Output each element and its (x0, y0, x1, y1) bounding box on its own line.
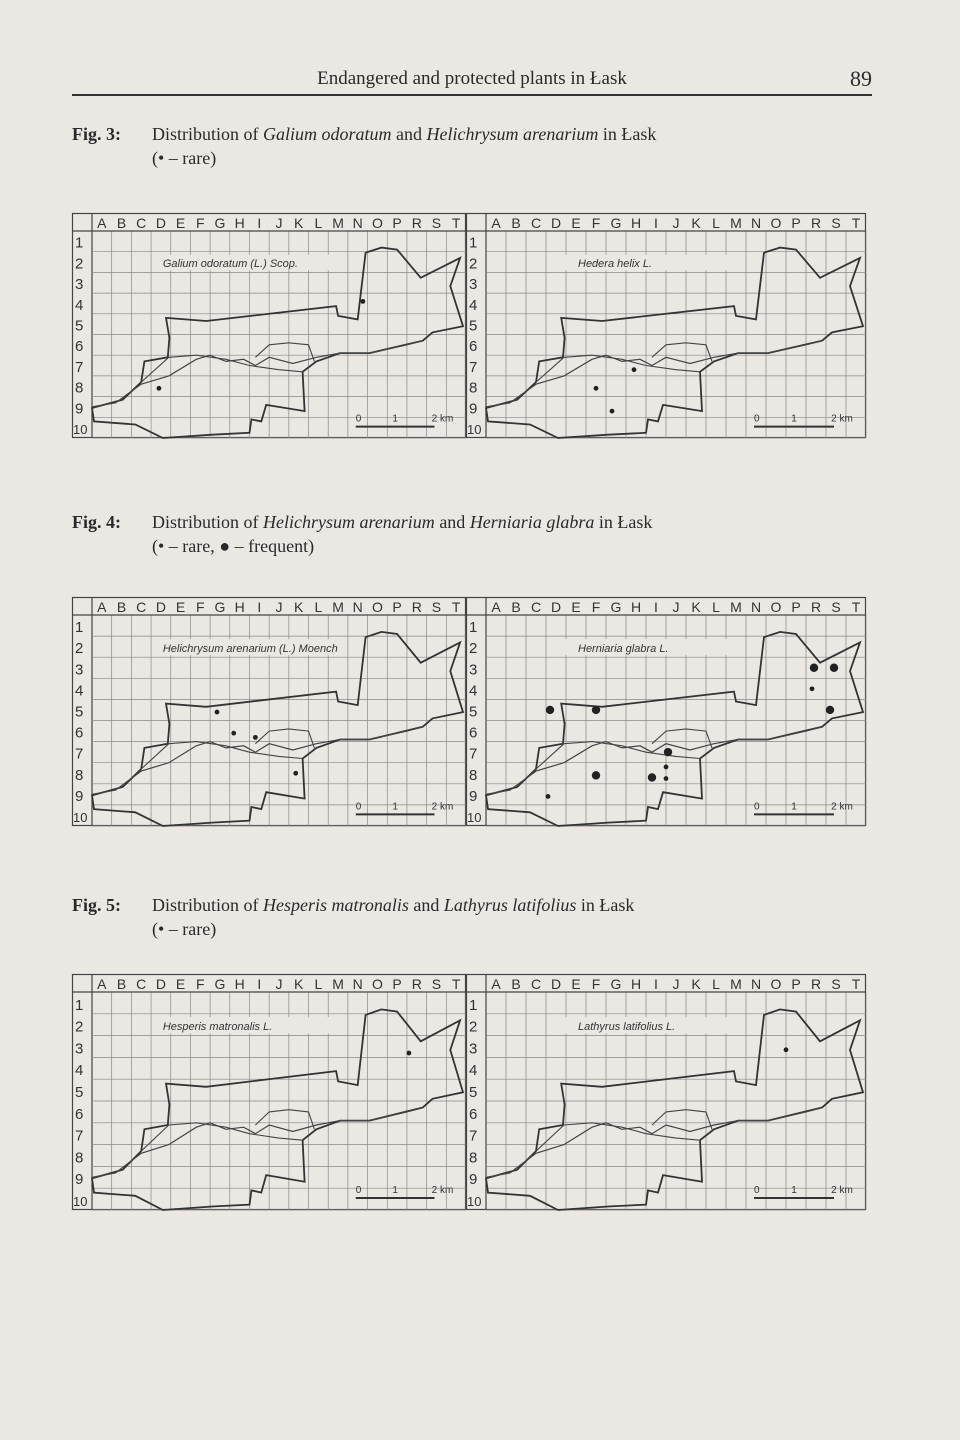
column-label: M (332, 215, 344, 231)
column-label: R (810, 976, 822, 992)
caption-text: in Łask (576, 895, 635, 915)
row-label: 10 (467, 422, 482, 437)
column-label: E (571, 599, 581, 615)
scale-label: 0 (355, 413, 362, 425)
column-label: T (851, 599, 861, 615)
distribution-map (466, 597, 866, 826)
row-label: 2 (469, 255, 478, 273)
column-label: G (214, 599, 226, 615)
column-label: S (431, 976, 442, 992)
column-label: O (770, 215, 782, 231)
distribution-map (72, 974, 466, 1210)
legend: (• – rare) (152, 919, 217, 939)
column-label: G (214, 976, 226, 992)
scale-label: 0 (754, 801, 760, 813)
map-species-title: Herniaria glabra L. (578, 642, 669, 655)
column-label: B (511, 599, 521, 615)
scale-label: 0 (754, 413, 760, 425)
map-species-title: Helichrysum arenarium (L.) Moench (162, 642, 338, 655)
row-label: 7 (75, 1127, 84, 1145)
species-name: Galium odoratum (263, 124, 392, 144)
scale-label: 2 km (431, 1185, 454, 1197)
column-label: L (712, 599, 720, 615)
column-label: C (530, 599, 542, 615)
column-label: N (750, 599, 762, 615)
row-label: 1 (75, 996, 84, 1014)
town-boundary (486, 632, 863, 826)
column-label: T (451, 976, 461, 992)
column-label: H (234, 976, 245, 992)
column-label: J (672, 976, 680, 992)
rare-occurrence-dot (253, 735, 258, 740)
rare-occurrence-dot (664, 765, 669, 770)
row-label: 5 (469, 703, 478, 721)
column-label: O (371, 976, 383, 992)
page-number: 89 (850, 66, 872, 91)
rare-occurrence-dot (407, 1051, 412, 1056)
row-label: 2 (75, 640, 84, 658)
column-label: F (591, 215, 601, 231)
row-label: 7 (469, 745, 478, 763)
column-label: P (392, 976, 402, 992)
rare-occurrence-dot (610, 409, 615, 414)
row-label: 7 (75, 745, 84, 763)
column-label: C (136, 976, 147, 992)
distribution-map (466, 213, 866, 438)
inner-boundary (255, 1110, 314, 1130)
column-label: T (851, 976, 861, 992)
scale-label: 0 (355, 1185, 362, 1197)
row-label: 10 (73, 422, 88, 437)
column-label: R (411, 976, 422, 992)
column-label: G (610, 976, 622, 992)
caption-text: Distribution of (152, 124, 263, 144)
town-boundary (486, 1009, 863, 1210)
row-label: 4 (469, 1062, 478, 1080)
row-label: 8 (469, 766, 478, 784)
column-label: S (431, 215, 442, 231)
rare-occurrence-dot (784, 1047, 789, 1052)
scale-label: 1 (791, 1185, 797, 1197)
column-label: B (116, 976, 127, 992)
inner-boundary (652, 343, 712, 362)
column-label: D (550, 599, 562, 615)
column-label: D (550, 215, 562, 231)
column-label: F (591, 976, 601, 992)
row-label: 2 (469, 640, 478, 658)
column-label: O (770, 599, 782, 615)
scale-label: 0 (754, 1185, 760, 1197)
column-label: L (314, 215, 323, 231)
map-species-title: Lathyrus latifolius L. (578, 1021, 676, 1034)
frequent-occurrence-dot (830, 664, 838, 672)
column-label: J (275, 976, 283, 992)
caption-text: in Łask (594, 512, 653, 532)
row-label: 6 (75, 1105, 84, 1123)
row-label: 4 (469, 682, 478, 700)
row-label: 10 (73, 810, 88, 825)
running-head (72, 66, 872, 96)
column-label: N (352, 599, 363, 615)
column-label: F (591, 599, 601, 615)
column-label: I (257, 599, 262, 615)
column-label: L (314, 599, 323, 615)
row-label: 1 (469, 996, 478, 1014)
row-label: 2 (75, 1018, 84, 1036)
column-label: A (97, 599, 107, 615)
figure-label: Fig. 5: (72, 895, 121, 915)
column-label: I (654, 976, 658, 992)
inner-boundary (652, 729, 712, 748)
row-label: 5 (75, 703, 84, 721)
column-label: H (630, 976, 642, 992)
distribution-map (72, 213, 466, 438)
row-label: 4 (75, 682, 84, 700)
caption-text: and (391, 124, 427, 144)
column-label: I (257, 215, 262, 231)
column-label: P (791, 599, 801, 615)
figure-4-caption (72, 510, 652, 558)
row-label: 7 (469, 1127, 478, 1145)
column-label: O (371, 599, 383, 615)
column-label: P (392, 215, 402, 231)
column-label: N (750, 215, 762, 231)
column-label: R (411, 599, 422, 615)
column-label: K (691, 599, 701, 615)
column-label: F (195, 976, 205, 992)
column-label: E (571, 976, 581, 992)
row-label: 5 (469, 317, 478, 335)
column-label: E (571, 215, 581, 231)
column-label: J (275, 599, 283, 615)
column-label: R (411, 215, 422, 231)
column-label: S (831, 976, 841, 992)
row-label: 9 (75, 1171, 84, 1189)
row-label: 8 (75, 1149, 84, 1167)
running-title: Endangered and protected plants in Łask (317, 68, 627, 89)
row-label: 4 (75, 296, 84, 314)
row-label: 2 (469, 1018, 478, 1036)
column-label: D (155, 215, 166, 231)
column-label: J (672, 215, 680, 231)
column-label: R (810, 215, 822, 231)
scale-label: 2 km (831, 801, 853, 813)
caption-text: Distribution of (152, 895, 263, 915)
column-label: P (791, 976, 801, 992)
row-label: 1 (75, 619, 84, 637)
column-label: C (530, 215, 542, 231)
column-label: E (175, 215, 186, 231)
town-boundary (486, 248, 863, 438)
column-label: A (97, 976, 107, 992)
caption-text: and (434, 512, 470, 532)
scale-label: 1 (791, 801, 797, 813)
figure-3-caption (72, 122, 656, 170)
scale-label: 2 km (431, 801, 454, 813)
column-label: K (294, 215, 304, 231)
town-boundary (92, 1009, 463, 1210)
column-label: K (294, 599, 304, 615)
column-label: O (371, 215, 383, 231)
row-label: 3 (469, 276, 478, 294)
row-label: 9 (469, 787, 478, 805)
column-label: I (654, 599, 658, 615)
frequent-occurrence-dot (826, 706, 834, 714)
column-label: E (175, 976, 186, 992)
column-label: H (234, 599, 245, 615)
row-label: 8 (469, 1149, 478, 1167)
map-species-title: Hedera helix L. (578, 258, 652, 271)
column-label: E (175, 599, 186, 615)
column-label: C (136, 599, 147, 615)
column-label: M (730, 976, 742, 992)
rare-occurrence-dot (215, 710, 220, 715)
species-name: Lathyrus latifolius (443, 895, 577, 915)
distribution-map (466, 974, 866, 1210)
column-label: J (672, 599, 680, 615)
column-label: F (195, 599, 205, 615)
row-label: 6 (469, 338, 478, 356)
column-label: N (352, 215, 363, 231)
column-label: S (831, 215, 841, 231)
column-label: M (730, 215, 742, 231)
column-label: T (451, 599, 461, 615)
map-species-title: Galium odoratum (L.) Scop. (162, 258, 298, 271)
column-label: L (314, 976, 323, 992)
species-name: Helichrysum arenarium (426, 124, 599, 144)
rare-occurrence-dot (810, 686, 815, 691)
column-label: D (155, 599, 166, 615)
row-label: 3 (75, 276, 84, 294)
row-label: 5 (75, 1084, 84, 1101)
column-label: B (116, 599, 127, 615)
row-label: 6 (469, 1105, 478, 1123)
distribution-map (72, 597, 466, 826)
scale-label: 2 km (431, 413, 454, 425)
frequent-occurrence-dot (592, 771, 600, 779)
column-label: B (116, 215, 127, 231)
column-label: G (610, 599, 622, 615)
row-label: 5 (75, 317, 84, 335)
inner-boundary (255, 729, 314, 748)
frequent-occurrence-dot (592, 706, 600, 714)
legend: (• – rare) (152, 148, 217, 168)
column-label: T (851, 215, 861, 231)
town-boundary (92, 632, 463, 826)
legend: (• – rare, ● – frequent) (152, 536, 315, 556)
rare-occurrence-dot (594, 386, 599, 391)
column-label: S (831, 599, 841, 615)
column-label: H (630, 599, 642, 615)
scale-label: 2 km (831, 413, 853, 425)
figure-label: Fig. 4: (72, 512, 121, 532)
row-label: 4 (75, 1062, 84, 1080)
rare-occurrence-dot (632, 367, 637, 372)
row-label: 8 (469, 379, 478, 397)
species-name: Herniaria glabra (469, 512, 595, 532)
rare-occurrence-dot (546, 794, 551, 799)
column-label: H (234, 215, 245, 231)
scale-label: 1 (392, 1185, 398, 1197)
scale-label: 0 (355, 801, 362, 813)
column-label: A (491, 215, 501, 231)
column-label: M (730, 599, 742, 615)
caption-text: Distribution of (152, 512, 263, 532)
row-label: 9 (75, 787, 84, 805)
row-label: 7 (469, 358, 478, 376)
map-species-title: Hesperis matronalis L. (162, 1021, 273, 1034)
column-label: P (791, 215, 801, 231)
rare-occurrence-dot (231, 731, 236, 736)
row-label: 2 (75, 255, 84, 273)
column-label: B (511, 215, 521, 231)
column-label: M (332, 599, 344, 615)
row-label: 4 (469, 296, 478, 314)
row-label: 7 (75, 358, 84, 376)
figure-label: Fig. 3: (72, 124, 121, 144)
row-label: 10 (73, 1194, 88, 1209)
rare-occurrence-dot (664, 776, 669, 781)
rare-occurrence-dot (293, 771, 298, 776)
column-label: A (491, 599, 501, 615)
rare-occurrence-dot (360, 299, 365, 304)
column-label: N (352, 976, 363, 992)
row-label: 8 (75, 379, 84, 397)
row-label: 1 (75, 234, 84, 252)
column-label: L (712, 215, 720, 231)
column-label: J (275, 215, 283, 231)
row-label: 8 (75, 766, 84, 784)
row-label: 3 (469, 1040, 478, 1058)
inner-boundary (652, 1110, 712, 1130)
row-label: 5 (469, 1084, 478, 1101)
column-label: C (136, 215, 147, 231)
column-label: C (530, 976, 542, 992)
row-label: 9 (469, 1171, 478, 1189)
caption-text: in Łask (598, 124, 657, 144)
column-label: T (451, 215, 461, 231)
row-label: 6 (469, 724, 478, 742)
column-label: K (294, 976, 304, 992)
row-label: 6 (75, 338, 84, 356)
figure-5-caption (72, 893, 634, 941)
frequent-occurrence-dot (664, 748, 672, 756)
town-boundary (92, 248, 463, 438)
row-label: 1 (469, 234, 478, 252)
column-label: K (691, 215, 701, 231)
row-label: 3 (469, 661, 478, 679)
column-label: B (511, 976, 521, 992)
column-label: R (810, 599, 822, 615)
scale-label: 1 (392, 413, 398, 425)
row-label: 1 (469, 619, 478, 637)
column-label: A (97, 215, 107, 231)
column-label: G (610, 215, 622, 231)
frequent-occurrence-dot (648, 773, 656, 781)
column-label: H (630, 215, 642, 231)
column-label: L (712, 976, 720, 992)
row-label: 10 (467, 1194, 482, 1209)
column-label: G (214, 215, 226, 231)
species-name: Helichrysum arenarium (263, 512, 435, 532)
column-label: D (550, 976, 562, 992)
row-label: 10 (467, 810, 482, 825)
rare-occurrence-dot (157, 386, 162, 391)
caption-text: and (408, 895, 444, 915)
row-label: 6 (75, 724, 84, 742)
frequent-occurrence-dot (546, 706, 554, 714)
scale-label: 1 (392, 801, 398, 813)
scale-label: 2 km (831, 1185, 853, 1197)
row-label: 3 (75, 661, 84, 679)
row-label: 9 (469, 400, 478, 418)
column-label: D (155, 976, 166, 992)
species-name: Hesperis matronalis (263, 895, 409, 915)
row-label: 3 (75, 1040, 84, 1058)
column-label: P (392, 599, 402, 615)
inner-boundary (255, 343, 314, 362)
column-label: F (195, 215, 205, 231)
column-label: I (654, 215, 658, 231)
column-label: I (257, 976, 262, 992)
row-label: 9 (75, 400, 84, 418)
scale-label: 1 (791, 413, 797, 425)
column-label: A (491, 976, 501, 992)
column-label: N (750, 976, 762, 992)
frequent-occurrence-dot (810, 664, 818, 672)
column-label: S (431, 599, 442, 615)
column-label: O (770, 976, 782, 992)
column-label: M (332, 976, 344, 992)
column-label: K (691, 976, 701, 992)
